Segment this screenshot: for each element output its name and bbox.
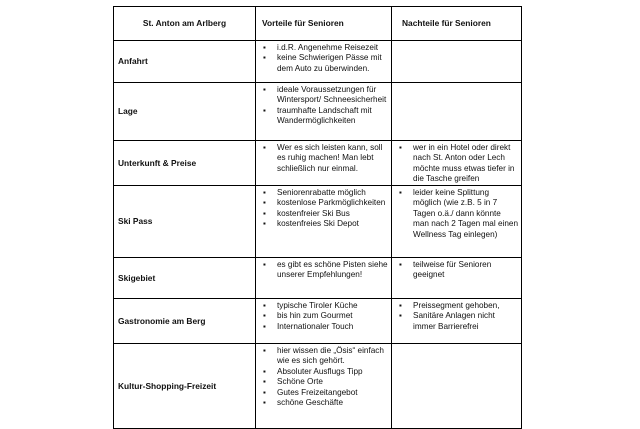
- comparison-table: [113, 6, 522, 429]
- cons-item-text: teilweise für Senioren geeignet: [413, 260, 492, 280]
- pros-cell: [256, 258, 392, 299]
- cons-item-text: Sanitäre Anlagen nicht immer Barrierefrei: [413, 311, 495, 331]
- list-item: [256, 43, 389, 53]
- pros-item-text: Wer es sich leisten kann, soll es ruhig machen! Man lebt schließlich nur einmal.: [277, 143, 383, 173]
- pros-list: [256, 258, 391, 281]
- pros-item-text: Seniorenrabatte möglich: [277, 188, 366, 197]
- cons-cell: [392, 186, 522, 258]
- table-row: [114, 299, 522, 344]
- pros-cell: [256, 41, 392, 83]
- bullet-icon: ▪: [263, 85, 266, 94]
- bullet-icon: ▪: [263, 260, 266, 269]
- list-item: [256, 367, 389, 377]
- pros-item-text: typische Tiroler Küche: [277, 301, 358, 310]
- pros-list: [256, 299, 391, 332]
- bullet-icon: ▪: [399, 311, 402, 321]
- table-row: [114, 186, 522, 258]
- list-item: [392, 143, 519, 185]
- row-label: Unterkunft & Preise: [114, 141, 256, 186]
- pros-cell: [256, 141, 392, 186]
- cons-list: [392, 186, 521, 240]
- pros-item-text: bis hin zum Gourmet: [277, 311, 353, 321]
- bullet-icon: ▪: [263, 387, 266, 397]
- cons-list: [392, 141, 521, 185]
- pros-cell: [256, 83, 392, 141]
- bullet-icon: ▪: [263, 366, 266, 376]
- cons-item-text: wer in ein Hotel oder direkt nach St. Anton oder Lech möchte muss etwas tiefer in die Tasche greifen: [413, 143, 515, 184]
- bullet-icon: ▪: [263, 53, 266, 63]
- pros-item-text: ideale Voraussetzungen für Wintersport/ Schneesicherheit: [277, 85, 387, 105]
- pros-list: [256, 83, 391, 127]
- pros-list: [256, 344, 391, 408]
- pros-item-text: Internationaler Touch: [277, 321, 354, 331]
- pros-item-text: es gibt es schöne Pisten siehe unserer Empfehlungen!: [277, 260, 388, 280]
- list-item: [256, 219, 389, 229]
- table-row: [114, 41, 522, 83]
- list-item: [256, 106, 389, 127]
- list-item: [256, 346, 389, 367]
- pros-item-text: traumhafte Landschaft mit Wandermöglichkeiten: [277, 105, 372, 126]
- pros-item-text: kostenlose Parkmöglichkeiten: [277, 198, 386, 208]
- row-label: Ski Pass: [114, 186, 256, 258]
- bullet-icon: ▪: [263, 346, 266, 355]
- pros-item-text: Absoluter Ausflugs Tipp: [277, 366, 363, 376]
- pros-item-text: schöne Geschäfte: [277, 398, 343, 408]
- pros-item-text: kostenfreies Ski Depot: [277, 219, 359, 229]
- cons-cell: [392, 83, 522, 141]
- bullet-icon: ▪: [263, 219, 266, 229]
- pros-item-text: keine Schwierigen Pässe mit dem Auto zu überwinden.: [277, 53, 382, 73]
- bullet-icon: ▪: [263, 143, 266, 152]
- row-label: Gastronomie am Berg: [114, 299, 256, 344]
- pros-item-text: i.d.R. Angenehme Reisezeit: [277, 43, 379, 52]
- row-label: Kultur-Shopping-Freizeit: [114, 344, 256, 429]
- cons-cell: [392, 258, 522, 299]
- pros-item-text: hier wissen die „Ösis“ einfach wie es sich gehört.: [277, 346, 384, 366]
- row-label: Anfahrt: [114, 41, 256, 83]
- list-item: [256, 311, 389, 321]
- bullet-icon: ▪: [263, 43, 266, 52]
- bullet-icon: ▪: [263, 208, 266, 218]
- cons-cell: [392, 299, 522, 344]
- bullet-icon: ▪: [263, 377, 266, 387]
- bullet-icon: ▪: [263, 198, 266, 208]
- list-item: [256, 322, 389, 332]
- row-label: Lage: [114, 83, 256, 141]
- pros-item-text: Schöne Orte: [277, 377, 323, 387]
- bullet-icon: ▪: [263, 398, 266, 408]
- list-item: [256, 260, 389, 281]
- pros-cell: [256, 344, 392, 429]
- row-label: Skigebiet: [114, 258, 256, 299]
- list-item: [392, 260, 519, 281]
- pros-list: [256, 141, 391, 174]
- cons-list: [392, 299, 521, 332]
- list-item: [256, 85, 389, 106]
- bullet-icon: ▪: [399, 301, 402, 310]
- bullet-icon: ▪: [263, 321, 266, 331]
- cons-cell: [392, 141, 522, 186]
- list-item: [392, 301, 519, 311]
- list-item: [256, 53, 389, 74]
- cons-list: [392, 258, 521, 281]
- header-location: St. Anton am Arlberg: [114, 7, 256, 41]
- header-pros: Vorteile für Senioren: [256, 7, 392, 41]
- bullet-icon: ▪: [263, 311, 266, 321]
- list-item: [256, 188, 389, 198]
- header-cons: Nachteile für Senioren: [392, 7, 522, 41]
- table-row: [114, 141, 522, 186]
- pros-item-text: kostenfreier Ski Bus: [277, 208, 350, 218]
- cons-item-text: leider keine Splittung möglich (wie z.B. 5 in 7 Tagen o.ä./ dann könnte man nach 2 Tagen mal einen Wellness Tag einlegen): [413, 188, 518, 239]
- cons-cell: [392, 344, 522, 429]
- list-item: [256, 143, 389, 174]
- table-row: [114, 83, 522, 141]
- list-item: [256, 198, 389, 208]
- cons-cell: [392, 41, 522, 83]
- list-item: [392, 311, 519, 332]
- table-row: [114, 344, 522, 429]
- pros-list: [256, 186, 391, 230]
- cons-item-text: Preissegment gehoben,: [413, 301, 500, 310]
- bullet-icon: ▪: [263, 105, 266, 115]
- bullet-icon: ▪: [399, 260, 402, 269]
- bullet-icon: ▪: [263, 301, 266, 310]
- bullet-icon: ▪: [399, 143, 402, 152]
- list-item: [392, 188, 519, 240]
- pros-cell: [256, 186, 392, 258]
- bullet-icon: ▪: [399, 188, 402, 197]
- header-row: [114, 7, 522, 41]
- list-item: [256, 301, 389, 311]
- bullet-icon: ▪: [263, 188, 266, 197]
- pros-list: [256, 41, 391, 74]
- pros-item-text: Gutes Freizeitangebot: [277, 387, 358, 397]
- table-row: [114, 258, 522, 299]
- list-item: [256, 398, 389, 408]
- list-item: [256, 209, 389, 219]
- pros-cell: [256, 299, 392, 344]
- table-body: [114, 41, 522, 429]
- list-item: [256, 388, 389, 398]
- list-item: [256, 377, 389, 387]
